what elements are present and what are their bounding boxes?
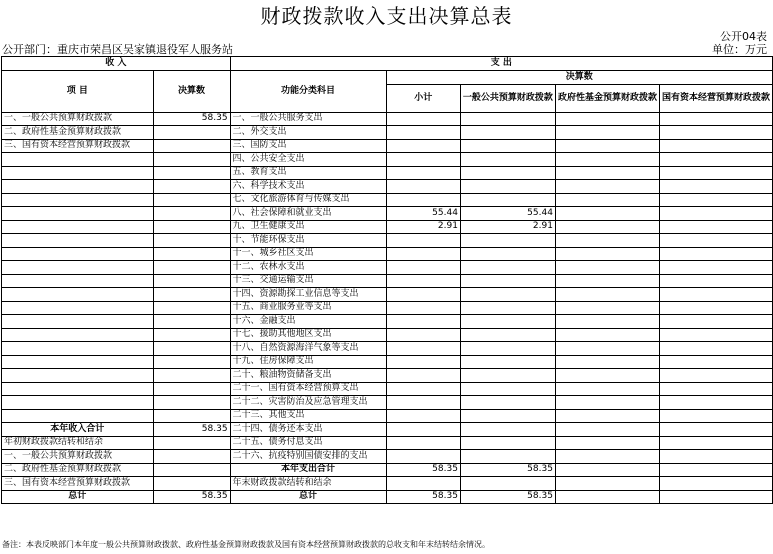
table-row (2, 342, 773, 356)
income-amount-cell (153, 274, 230, 288)
fund-cell (555, 409, 659, 423)
expense-item-cell: 二十四、债务还本支出 (230, 423, 386, 437)
income-item-cell (2, 369, 154, 383)
expense-item-cell: 十四、资源勘探工业信息等支出 (230, 288, 386, 302)
income-amount-cell: 58.35 (153, 112, 230, 126)
general-cell (460, 234, 555, 248)
budget-group-header: 决算数 (386, 70, 772, 84)
subtotal-cell (386, 423, 460, 437)
income-item-cell (2, 288, 154, 302)
subtotal-cell (386, 112, 460, 126)
soe-cell (659, 382, 772, 396)
expense-header: 支 出 (230, 57, 772, 71)
income-item-cell (2, 180, 154, 194)
income-amount-cell (153, 166, 230, 180)
income-item-cell (2, 274, 154, 288)
income-amount-cell (153, 382, 230, 396)
general-cell (460, 382, 555, 396)
subtotal-cell (386, 261, 460, 275)
soe-cell (659, 342, 772, 356)
income-amount-cell (153, 126, 230, 140)
income-amount-cell (153, 369, 230, 383)
expense-item-cell: 八、社会保障和就业支出 (230, 207, 386, 221)
fund-cell (555, 126, 659, 140)
expense-item-cell: 二十、粮油物资储备支出 (230, 369, 386, 383)
soe-cell (659, 436, 772, 450)
income-amount-cell (153, 247, 230, 261)
fund-cell (555, 369, 659, 383)
fund-cell (555, 288, 659, 302)
fund-cell (555, 450, 659, 464)
fund-cell (555, 342, 659, 356)
table-row (2, 369, 773, 383)
table-row (2, 288, 773, 302)
income-item-cell: 一、一般公共预算财政拨款 (2, 450, 154, 464)
fund-col-header: 政府性基金预算财政拨款 (555, 84, 659, 112)
table-row (2, 477, 773, 491)
subtotal-cell: 58.35 (386, 463, 460, 477)
fund-cell (555, 180, 659, 194)
soe-cell (659, 180, 772, 194)
subtotal-cell: 58.35 (386, 490, 460, 504)
table-row (2, 207, 773, 221)
income-amount-cell (153, 301, 230, 315)
subtotal-cell (386, 180, 460, 194)
expense-item-cell: 年末财政拨款结转和结余 (230, 477, 386, 491)
income-item-cell: 总计 (2, 490, 154, 504)
general-cell (460, 126, 555, 140)
income-amount-cell (153, 220, 230, 234)
income-item-cell: 年初财政拨款结转和结余 (2, 436, 154, 450)
income-amount-cell (153, 193, 230, 207)
income-item-cell (2, 315, 154, 329)
income-item-cell (2, 247, 154, 261)
table-row (2, 220, 773, 234)
expense-item-cell: 九、卫生健康支出 (230, 220, 386, 234)
soe-cell (659, 274, 772, 288)
table-row (2, 423, 773, 437)
income-amount-cell (153, 328, 230, 342)
general-cell (460, 328, 555, 342)
soe-cell (659, 288, 772, 302)
expense-item-cell: 六、科学技术支出 (230, 180, 386, 194)
soe-cell (659, 423, 772, 437)
table-row (2, 301, 773, 315)
fund-cell (555, 207, 659, 221)
income-item-cell: 本年收入合计 (2, 423, 154, 437)
general-cell (460, 369, 555, 383)
expense-item-cell: 十三、交通运输支出 (230, 274, 386, 288)
fund-cell (555, 463, 659, 477)
soe-cell (659, 355, 772, 369)
expense-item-cell: 本年支出合计 (230, 463, 386, 477)
income-item-cell: 二、政府性基金预算财政拨款 (2, 126, 154, 140)
subtotal-cell (386, 126, 460, 140)
subtotal-cell (386, 301, 460, 315)
department-label: 公开部门：重庆市荣昌区吴家镇退役军人服务站 (2, 43, 233, 56)
subtotal-cell (386, 369, 460, 383)
expense-item-cell: 总计 (230, 490, 386, 504)
income-amount-cell (153, 153, 230, 167)
expense-item-cell: 二十二、灾害防治及应急管理支出 (230, 396, 386, 410)
expense-item-cell: 七、文化旅游体育与传媒支出 (230, 193, 386, 207)
table-row (2, 112, 773, 126)
soe-cell (659, 153, 772, 167)
general-cell: 2.91 (460, 220, 555, 234)
expense-item-cell: 十八、自然资源海洋气象等支出 (230, 342, 386, 356)
fund-cell (555, 490, 659, 504)
soe-cell (659, 234, 772, 248)
general-cell (460, 112, 555, 126)
soe-cell (659, 139, 772, 153)
general-cell (460, 139, 555, 153)
subtotal-cell (386, 274, 460, 288)
fund-cell (555, 328, 659, 342)
income-item-cell (2, 382, 154, 396)
income-amount-cell (153, 180, 230, 194)
income-amount-cell (153, 234, 230, 248)
income-amount-cell (153, 288, 230, 302)
expense-item-cell: 十二、农林水支出 (230, 261, 386, 275)
general-cell (460, 274, 555, 288)
subtotal-cell (386, 355, 460, 369)
income-item-cell: 三、国有资本经营预算财政拨款 (2, 477, 154, 491)
fund-cell (555, 166, 659, 180)
general-cell (460, 193, 555, 207)
income-item-cell (2, 220, 154, 234)
income-amount-cell (153, 139, 230, 153)
income-item-cell: 三、国有资本经营预算财政拨款 (2, 139, 154, 153)
income-item-cell (2, 207, 154, 221)
income-amount-cell (153, 207, 230, 221)
soe-cell (659, 301, 772, 315)
table-row (2, 166, 773, 180)
func-col-header: 功能分类科目 (230, 70, 386, 112)
soe-cell (659, 369, 772, 383)
table-row (2, 139, 773, 153)
expense-item-cell: 二十一、国有资本经营预算支出 (230, 382, 386, 396)
soe-cell (659, 112, 772, 126)
soe-cell (659, 166, 772, 180)
fund-cell (555, 274, 659, 288)
income-amount-cell (153, 477, 230, 491)
general-cell (460, 423, 555, 437)
fund-cell (555, 193, 659, 207)
subtotal-col-header: 小计 (386, 84, 460, 112)
fund-cell (555, 234, 659, 248)
fund-cell (555, 247, 659, 261)
fund-cell (555, 112, 659, 126)
soe-cell (659, 396, 772, 410)
fund-cell (555, 220, 659, 234)
subtotal-cell (386, 234, 460, 248)
footnote: 备注：本表反映部门本年度一般公共预算财政拨款、政府性基金预算财政拨款及国有资本经营预算财政拨款的总收支和年末结转结余情况。 (2, 540, 490, 549)
income-item-cell: 一、一般公共预算财政拨款 (2, 112, 154, 126)
fund-cell (555, 153, 659, 167)
income-amount-cell (153, 436, 230, 450)
table-row (2, 126, 773, 140)
subtotal-cell (386, 193, 460, 207)
general-cell (460, 166, 555, 180)
expense-item-cell: 三、国防支出 (230, 139, 386, 153)
expense-item-cell: 二十六、抗疫特别国债安排的支出 (230, 450, 386, 464)
fund-cell (555, 382, 659, 396)
subtotal-cell (386, 166, 460, 180)
income-item-cell (2, 342, 154, 356)
amount-col-header: 决算数 (153, 70, 230, 112)
general-cell (460, 153, 555, 167)
income-header: 收 入 (2, 57, 231, 71)
expense-item-cell: 四、公共安全支出 (230, 153, 386, 167)
expense-item-cell: 十六、金融支出 (230, 315, 386, 329)
expense-item-cell: 二十三、其他支出 (230, 409, 386, 423)
fund-cell (555, 436, 659, 450)
soe-cell (659, 477, 772, 491)
general-cell (460, 288, 555, 302)
expense-item-cell: 二、外交支出 (230, 126, 386, 140)
subtotal-cell (386, 328, 460, 342)
table-row (2, 193, 773, 207)
income-item-cell (2, 396, 154, 410)
general-cell (460, 477, 555, 491)
expense-item-cell: 二十五、债务付息支出 (230, 436, 386, 450)
income-amount-cell (153, 409, 230, 423)
soe-cell (659, 261, 772, 275)
expense-item-cell: 十一、城乡社区支出 (230, 247, 386, 261)
table-row (2, 382, 773, 396)
expense-item-cell: 十九、住房保障支出 (230, 355, 386, 369)
table-row (2, 274, 773, 288)
subtotal-cell (386, 477, 460, 491)
income-item-cell (2, 328, 154, 342)
soe-cell (659, 126, 772, 140)
subtotal-cell (386, 436, 460, 450)
subtotal-cell (386, 288, 460, 302)
expense-item-cell: 十五、商业服务业等支出 (230, 301, 386, 315)
income-item-cell (2, 234, 154, 248)
income-amount-cell: 58.35 (153, 490, 230, 504)
table-row (2, 463, 773, 477)
soe-cell (659, 193, 772, 207)
soe-cell (659, 450, 772, 464)
table-row (2, 409, 773, 423)
income-item-cell (2, 355, 154, 369)
fund-cell (555, 301, 659, 315)
general-cell: 55.44 (460, 207, 555, 221)
subtotal-cell (386, 409, 460, 423)
subtotal-cell (386, 342, 460, 356)
fund-cell (555, 477, 659, 491)
item-col-header: 项 目 (2, 70, 154, 112)
income-amount-cell (153, 355, 230, 369)
income-amount-cell (153, 450, 230, 464)
income-item-cell (2, 261, 154, 275)
summary-table (1, 56, 773, 504)
table-row (2, 396, 773, 410)
subtotal-cell (386, 450, 460, 464)
general-cell: 58.35 (460, 463, 555, 477)
subtotal-cell: 55.44 (386, 207, 460, 221)
subtotal-cell (386, 396, 460, 410)
table-row (2, 355, 773, 369)
income-item-cell (2, 153, 154, 167)
soe-cell (659, 490, 772, 504)
general-cell (460, 261, 555, 275)
general-cell (460, 436, 555, 450)
fund-cell (555, 315, 659, 329)
income-item-cell (2, 166, 154, 180)
soe-cell (659, 328, 772, 342)
general-cell (460, 315, 555, 329)
form-code: 公开04表 (720, 30, 767, 43)
page-title: 财政拨款收入支出决算总表 (260, 4, 513, 28)
income-amount-cell: 58.35 (153, 423, 230, 437)
income-item-cell (2, 193, 154, 207)
general-cell (460, 355, 555, 369)
subtotal-cell (386, 315, 460, 329)
income-item-cell: 二、政府性基金预算财政拨款 (2, 463, 154, 477)
table-row (2, 328, 773, 342)
general-col-header: 一般公共预算财政拨款 (460, 84, 555, 112)
table-row (2, 261, 773, 275)
income-item-cell (2, 409, 154, 423)
unit-label: 单位：万元 (712, 43, 767, 56)
fund-cell (555, 355, 659, 369)
subtotal-cell (386, 139, 460, 153)
fund-cell (555, 396, 659, 410)
fund-cell (555, 139, 659, 153)
general-cell (460, 301, 555, 315)
table-row (2, 153, 773, 167)
general-cell (460, 450, 555, 464)
table-row (2, 234, 773, 248)
income-amount-cell (153, 342, 230, 356)
general-cell (460, 247, 555, 261)
table-row (2, 315, 773, 329)
expense-item-cell: 五、教育支出 (230, 166, 386, 180)
subtotal-cell (386, 153, 460, 167)
income-amount-cell (153, 463, 230, 477)
table-row (2, 436, 773, 450)
soe-cell (659, 220, 772, 234)
table-row (2, 490, 773, 504)
income-amount-cell (153, 315, 230, 329)
expense-item-cell: 一、一般公共服务支出 (230, 112, 386, 126)
subtotal-cell (386, 247, 460, 261)
general-cell (460, 396, 555, 410)
income-amount-cell (153, 261, 230, 275)
soe-cell (659, 315, 772, 329)
soe-col-header: 国有资本经营预算财政拨款 (659, 84, 772, 112)
general-cell (460, 342, 555, 356)
income-amount-cell (153, 396, 230, 410)
soe-cell (659, 463, 772, 477)
fund-cell (555, 423, 659, 437)
fund-cell (555, 261, 659, 275)
table-row (2, 450, 773, 464)
soe-cell (659, 247, 772, 261)
expense-item-cell: 十、节能环保支出 (230, 234, 386, 248)
subtotal-cell: 2.91 (386, 220, 460, 234)
income-item-cell (2, 301, 154, 315)
soe-cell (659, 409, 772, 423)
general-cell (460, 180, 555, 194)
subtotal-cell (386, 382, 460, 396)
table-row (2, 247, 773, 261)
table-row (2, 180, 773, 194)
general-cell (460, 409, 555, 423)
expense-item-cell: 十七、援助其他地区支出 (230, 328, 386, 342)
general-cell: 58.35 (460, 490, 555, 504)
soe-cell (659, 207, 772, 221)
